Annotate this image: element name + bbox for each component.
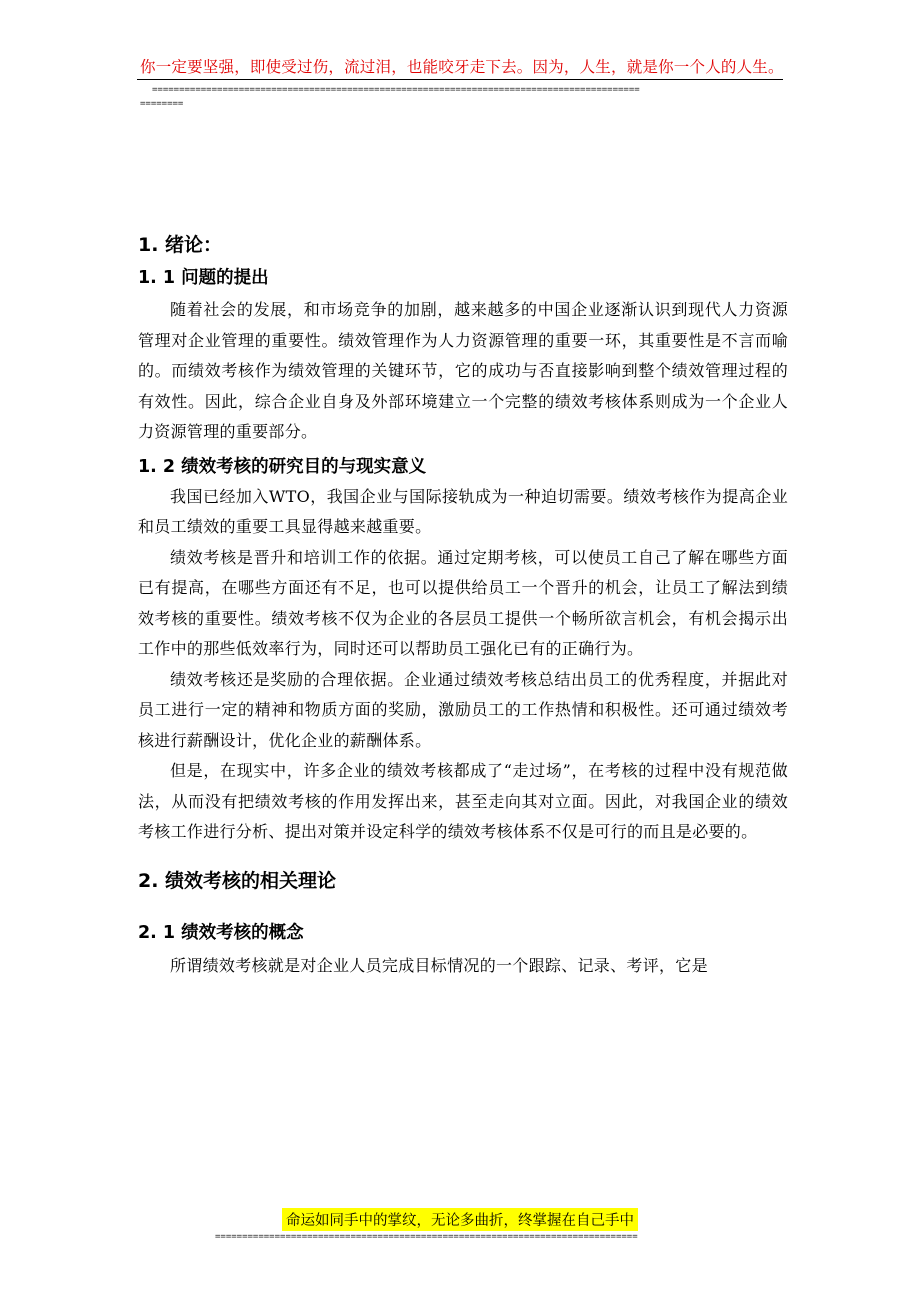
section-1-2-paragraph-3: 绩效考核还是奖励的合理依据。企业通过绩效考核总结出员工的优秀程度，并据此对员工进行一定的精神和物质方面的奖励，激励员工的工作热情和积极性。还可通过绩效考核进行薪酬设计，优化企业的薪酬体系。 <box>138 669 788 750</box>
header-rule <box>137 79 783 80</box>
section-1-title: 1. 绪论： <box>138 234 223 256</box>
header-motto: 你一定要坚强，即使受过伤，流过泪，也能咬牙走下去。因为，人生，就是你一个人的人生。 <box>140 58 784 76</box>
footer-motto: 命运如同手中的掌纹，无论多曲折，终掌握在自己手中 <box>282 1208 638 1231</box>
header-equals-line-continued: ======== <box>140 99 184 109</box>
section-1-2-title: 1. 2 绩效考核的研究目的与现实意义 <box>138 456 427 477</box>
document-body <box>138 228 788 981</box>
section-1-1-title: 1. 1 问题的提出 <box>138 268 269 288</box>
header-equals-line: ========================================================================================== <box>152 85 640 95</box>
section-2-title: 2. 绩效考核的相关理论 <box>138 869 337 892</box>
section-1-2-paragraph-1: 我国已经加入WTO，我国企业与国际接轨成为一种迫切需要。绩效考核作为提高企业和员工绩效的重要工具显得越来越重要。 <box>138 486 788 536</box>
section-2-1-title: 2. 1 绩效考核的概念 <box>138 922 304 943</box>
section-1-2-paragraph-4: 但是，在现实中，许多企业的绩效考核都成了“走过场”，在考核的过程中没有规范做法，从而没有把绩效考核的作用发挥出来，甚至走向其对立面。因此，对我国企业的绩效考核工作进行分析、提出对策并设定科学的绩效考核体系不仅是可行的而且是必要的。 <box>138 761 788 841</box>
page-footer <box>0 1208 920 1231</box>
section-1-1-paragraph: 随着社会的发展，和市场竞争的加剧，越来越多的中国企业逐渐认识到现代人力资源管理对企业管理的重要性。绩效管理作为人力资源管理的重要一环，其重要性是不言而喻的。而绩效考核作为绩效管理的关键环节，它的成功与否直接影响到整个绩效管理过程的有效性。因此，综合企业自身及外部环境建立一个完整的绩效考核体系则成为一个企业人力资源管理的重要部分。 <box>138 300 788 441</box>
footer-equals-line: ============================================================================== <box>215 1232 638 1242</box>
section-2-1-paragraph: 所谓绩效考核就是对企业人员完成目标情况的一个跟踪、记录、考评，它是 <box>170 955 708 975</box>
section-1-2-paragraph-2: 绩效考核是晋升和培训工作的依据。通过定期考核，可以使员工自己了解在哪些方面已有提高，在哪些方面还有不足，也可以提供给员工一个晋升的机会，让员工了解法到绩效考核的重要性。绩效考核不仅为企业的各层员工提供一个畅所欲言机会，有机会揭示出工作中的那些低效率行为，同时还可以帮助员工强化已有的正确行为。 <box>138 547 788 658</box>
